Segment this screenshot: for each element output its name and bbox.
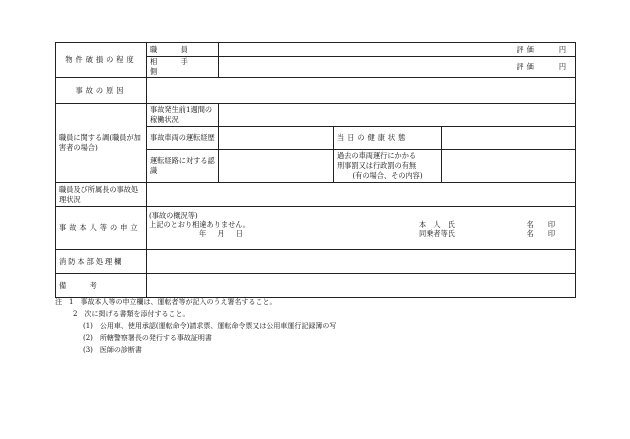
disposition-value[interactable] xyxy=(147,183,576,207)
accident-report-form xyxy=(55,42,575,298)
row-statement xyxy=(56,207,576,250)
vehicle-history-value[interactable] xyxy=(219,127,334,150)
statement-value[interactable] xyxy=(147,207,576,250)
note-item-1: (1) 公用車、使用承認(運転命令)請求票、運転命令票又は公用車運行記録簿の写 xyxy=(83,322,337,330)
work-before-value[interactable] xyxy=(219,104,576,127)
name-label: 名 xyxy=(526,220,548,229)
health-value[interactable] xyxy=(442,127,576,150)
remarks-value[interactable] xyxy=(147,274,576,298)
property-damage-label: 物件破損の程度 xyxy=(56,43,147,78)
appraisal-label: 評価 xyxy=(516,62,537,71)
person-label: 本 人 氏 xyxy=(419,220,455,229)
note-item-3: (3) 医師の診断書 xyxy=(83,346,142,354)
row-work-before xyxy=(56,104,576,127)
row-staff-damage xyxy=(56,43,576,57)
report-table xyxy=(55,42,576,298)
passenger-label: 同乗者等氏 xyxy=(419,229,455,238)
route-awareness-value[interactable] xyxy=(219,150,334,183)
staff-damage-label: 職 員 xyxy=(147,43,219,57)
work-before-label: 事故発生前1週間の稼働状況 xyxy=(147,104,219,127)
row-disposition xyxy=(56,183,576,207)
note-1: 注 1 事故本人等の申立欄は、運転者等が記入のうえ署名すること。 xyxy=(55,298,277,306)
statement-confirm: 上記のとおり相違ありません。 xyxy=(149,220,251,229)
hq-label: 消防本部処理欄 xyxy=(56,250,147,274)
criminal-record-label xyxy=(334,150,442,183)
note-2: 2 次に掲げる書類を添付すること。 xyxy=(73,310,190,318)
notes-section xyxy=(55,296,336,356)
cause-label: 事故の原因 xyxy=(56,78,147,104)
vehicle-history-label: 事故車両の運転経歴 xyxy=(147,127,219,150)
signature-passenger xyxy=(419,229,569,239)
counterparty-damage-label: 相 手 側 xyxy=(147,57,219,78)
health-label: 当日の健康状態 xyxy=(334,127,442,150)
appraisal-label: 評価 xyxy=(516,44,537,54)
criminal-line-2: 刑事罰又は行政罰の有無 xyxy=(337,161,417,170)
staff-survey-label: 職員に関する調(職員が加害者の場合) xyxy=(56,104,147,183)
row-cause xyxy=(56,78,576,104)
yen-label: 円 xyxy=(558,62,570,71)
staff-damage-value[interactable] xyxy=(219,43,576,57)
disposition-label: 職員及び所属長の事故処理状況 xyxy=(56,183,147,207)
row-remarks xyxy=(56,274,576,298)
criminal-line-3: (有の場合、その内容) xyxy=(352,171,423,180)
statement-summary: (事故の概況等) xyxy=(149,211,198,220)
statement-label: 事故本人等の申立 xyxy=(56,207,147,250)
statement-date: 年 月 日 xyxy=(199,229,245,238)
hq-value[interactable] xyxy=(147,250,576,274)
remarks-label: 備 考 xyxy=(56,274,147,298)
cause-value[interactable] xyxy=(147,78,576,104)
counterparty-damage-value[interactable] xyxy=(219,57,576,78)
seal-label: 印 xyxy=(547,220,570,229)
seal-label: 印 xyxy=(547,229,570,238)
row-hq xyxy=(56,250,576,274)
route-awareness-label: 運転経路に対する認識 xyxy=(147,150,219,183)
note-item-2: (2) 所轄警察署長の発行する事故証明書 xyxy=(83,334,212,342)
name-label: 名 xyxy=(526,229,548,238)
criminal-line-1: 過去の車両運行にかかる xyxy=(337,151,417,160)
yen-label: 円 xyxy=(558,44,570,54)
criminal-record-value[interactable] xyxy=(442,150,576,183)
